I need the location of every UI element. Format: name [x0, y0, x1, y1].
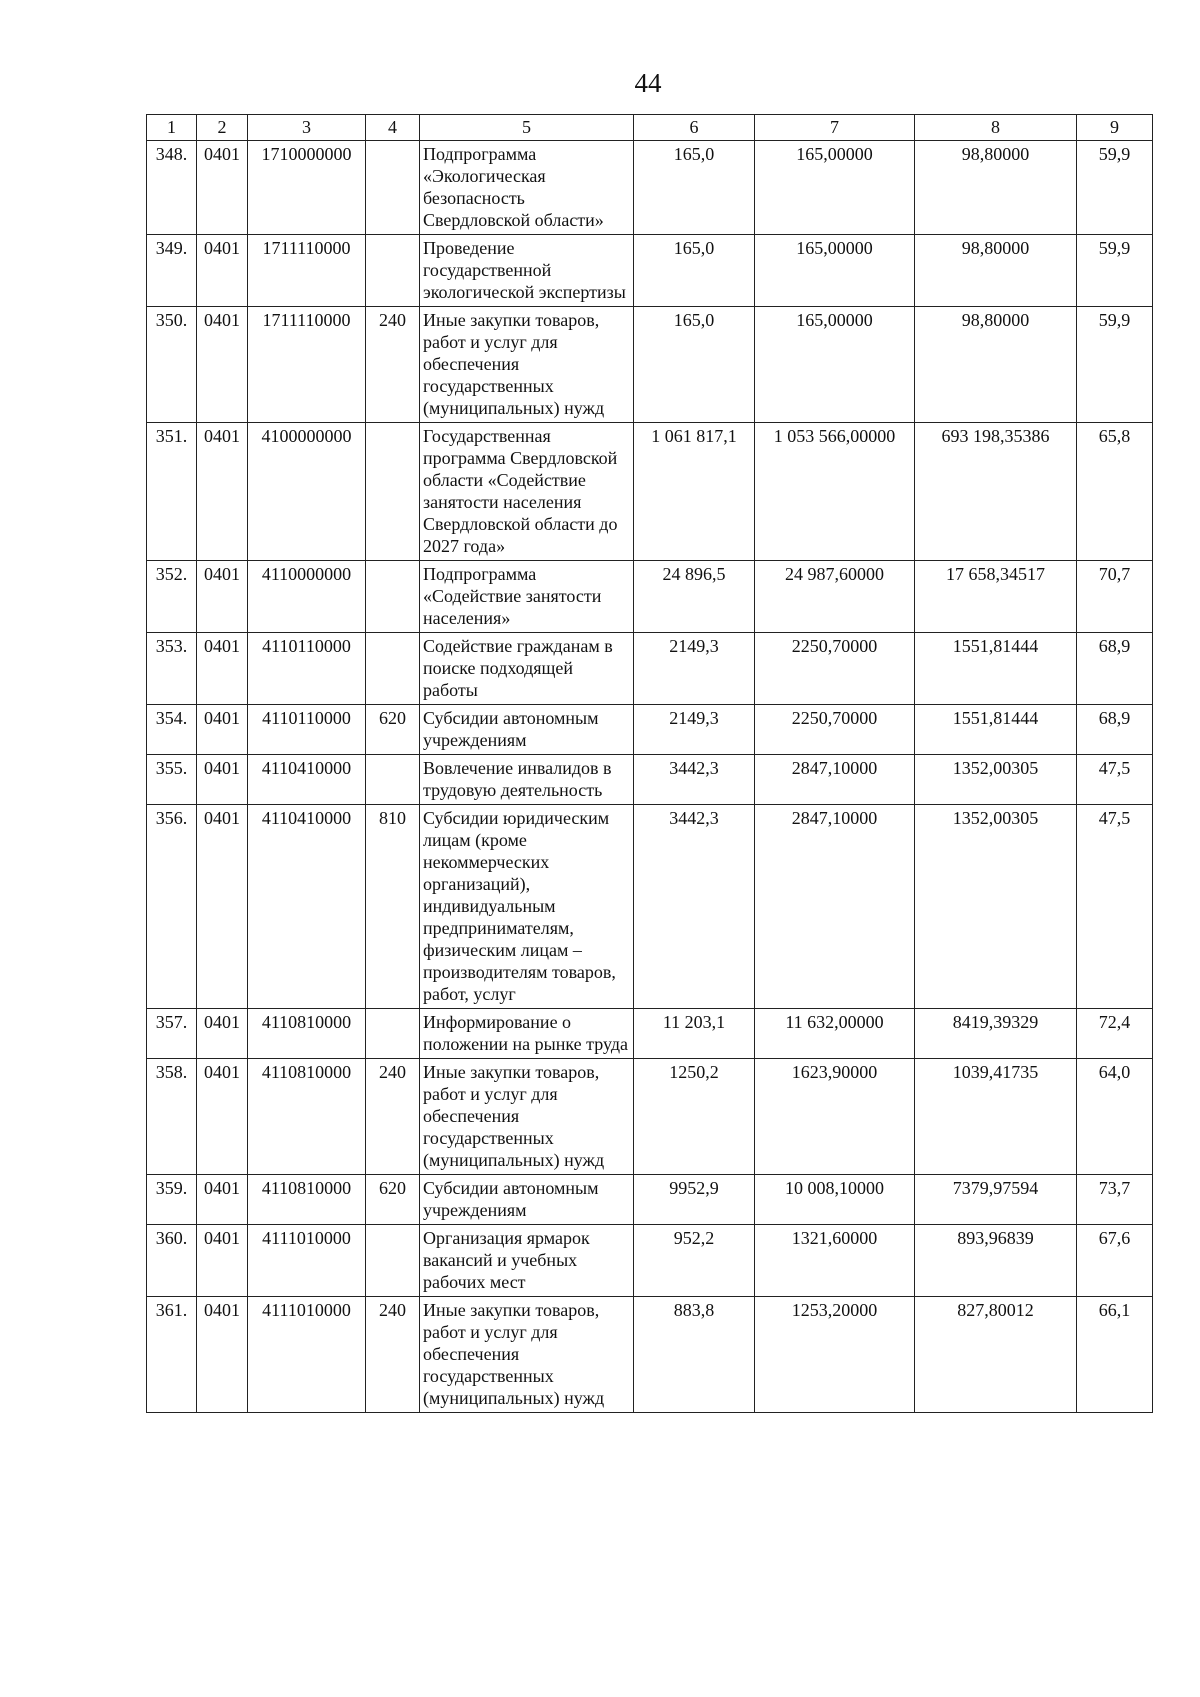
col6-value-cell: 952,2	[634, 1225, 755, 1297]
item-name-cell: Иные закупки товаров, работ и услуг для обеспечения государственных (муниципальных) нужд	[420, 307, 634, 423]
expense-type-cell	[366, 423, 420, 561]
expense-type-cell	[366, 561, 420, 633]
header-cell: 8	[915, 115, 1077, 141]
col7-value-cell: 1 053 566,00000	[755, 423, 915, 561]
row-number-cell: 353.	[147, 633, 197, 705]
row-number-cell: 352.	[147, 561, 197, 633]
col9-value-cell: 68,9	[1077, 705, 1153, 755]
col7-value-cell: 11 632,00000	[755, 1009, 915, 1059]
target-code-cell: 4110810000	[248, 1059, 366, 1175]
section-code-cell: 0401	[197, 307, 248, 423]
table-row	[147, 423, 1153, 561]
col8-value-cell: 7379,97594	[915, 1175, 1077, 1225]
expense-type-cell	[366, 235, 420, 307]
target-code-cell: 4110410000	[248, 755, 366, 805]
col9-value-cell: 66,1	[1077, 1297, 1153, 1413]
col6-value-cell: 3442,3	[634, 805, 755, 1009]
table-row	[147, 561, 1153, 633]
col8-value-cell: 8419,39329	[915, 1009, 1077, 1059]
expense-type-cell: 240	[366, 307, 420, 423]
item-name-cell: Информирование о положении на рынке труда	[420, 1009, 634, 1059]
header-cell: 9	[1077, 115, 1153, 141]
budget-table	[146, 114, 1153, 1413]
col8-value-cell: 1039,41735	[915, 1059, 1077, 1175]
item-name-cell: Субсидии автономным учреждениям	[420, 1175, 634, 1225]
section-code-cell: 0401	[197, 423, 248, 561]
table-row	[147, 1175, 1153, 1225]
target-code-cell: 1711110000	[248, 235, 366, 307]
item-name-cell: Вовлечение инвалидов в трудовую деятельность	[420, 755, 634, 805]
col7-value-cell: 165,00000	[755, 307, 915, 423]
header-cell: 1	[147, 115, 197, 141]
section-code-cell: 0401	[197, 561, 248, 633]
section-code-cell: 0401	[197, 755, 248, 805]
expense-type-cell	[366, 141, 420, 235]
expense-type-cell: 620	[366, 1175, 420, 1225]
col8-value-cell: 17 658,34517	[915, 561, 1077, 633]
target-code-cell: 4110810000	[248, 1009, 366, 1059]
target-code-cell: 4110110000	[248, 633, 366, 705]
target-code-cell: 4111010000	[248, 1297, 366, 1413]
section-code-cell: 0401	[197, 705, 248, 755]
row-number-cell: 361.	[147, 1297, 197, 1413]
col8-value-cell: 1352,00305	[915, 805, 1077, 1009]
expense-type-cell	[366, 1225, 420, 1297]
row-number-cell: 356.	[147, 805, 197, 1009]
col7-value-cell: 24 987,60000	[755, 561, 915, 633]
col7-value-cell: 165,00000	[755, 141, 915, 235]
item-name-cell: Подпрограмма «Содействие занятости населения»	[420, 561, 634, 633]
row-number-cell: 359.	[147, 1175, 197, 1225]
col9-value-cell: 73,7	[1077, 1175, 1153, 1225]
col7-value-cell: 10 008,10000	[755, 1175, 915, 1225]
section-code-cell: 0401	[197, 1009, 248, 1059]
col6-value-cell: 1250,2	[634, 1059, 755, 1175]
target-code-cell: 4110000000	[248, 561, 366, 633]
col9-value-cell: 47,5	[1077, 805, 1153, 1009]
item-name-cell: Подпрограмма «Экологическая безопасность Свердловской области»	[420, 141, 634, 235]
col6-value-cell: 24 896,5	[634, 561, 755, 633]
table-row	[147, 633, 1153, 705]
col6-value-cell: 11 203,1	[634, 1009, 755, 1059]
item-name-cell: Иные закупки товаров, работ и услуг для обеспечения государственных (муниципальных) нужд	[420, 1297, 634, 1413]
header-cell: 6	[634, 115, 755, 141]
item-name-cell: Содействие гражданам в поиске подходящей работы	[420, 633, 634, 705]
col9-value-cell: 47,5	[1077, 755, 1153, 805]
expense-type-cell	[366, 755, 420, 805]
col8-value-cell: 1551,81444	[915, 705, 1077, 755]
section-code-cell: 0401	[197, 1059, 248, 1175]
table-row	[147, 141, 1153, 235]
target-code-cell: 1710000000	[248, 141, 366, 235]
item-name-cell: Проведение государственной экологической экспертизы	[420, 235, 634, 307]
target-code-cell: 1711110000	[248, 307, 366, 423]
row-number-cell: 354.	[147, 705, 197, 755]
col9-value-cell: 64,0	[1077, 1059, 1153, 1175]
target-code-cell: 4111010000	[248, 1225, 366, 1297]
col8-value-cell: 98,80000	[915, 235, 1077, 307]
target-code-cell: 4110110000	[248, 705, 366, 755]
row-number-cell: 349.	[147, 235, 197, 307]
header-cell: 3	[248, 115, 366, 141]
col6-value-cell: 9952,9	[634, 1175, 755, 1225]
row-number-cell: 348.	[147, 141, 197, 235]
row-number-cell: 360.	[147, 1225, 197, 1297]
target-code-cell: 4100000000	[248, 423, 366, 561]
col9-value-cell: 67,6	[1077, 1225, 1153, 1297]
col9-value-cell: 65,8	[1077, 423, 1153, 561]
table-row	[147, 755, 1153, 805]
col8-value-cell: 1352,00305	[915, 755, 1077, 805]
col8-value-cell: 693 198,35386	[915, 423, 1077, 561]
item-name-cell: Иные закупки товаров, работ и услуг для обеспечения государственных (муниципальных) нужд	[420, 1059, 634, 1175]
col6-value-cell: 2149,3	[634, 633, 755, 705]
target-code-cell: 4110410000	[248, 805, 366, 1009]
header-cell: 4	[366, 115, 420, 141]
section-code-cell: 0401	[197, 1175, 248, 1225]
expense-type-cell: 620	[366, 705, 420, 755]
col6-value-cell: 1 061 817,1	[634, 423, 755, 561]
col6-value-cell: 3442,3	[634, 755, 755, 805]
table-row	[147, 307, 1153, 423]
expense-type-cell: 240	[366, 1297, 420, 1413]
expense-type-cell: 240	[366, 1059, 420, 1175]
item-name-cell: Субсидии юридическим лицам (кроме некоммерческих организаций), индивидуальным предпринимателям, физическим лицам – производителям товаров, работ, услуг	[420, 805, 634, 1009]
table-row	[147, 1297, 1153, 1413]
header-row	[147, 115, 1153, 141]
row-number-cell: 357.	[147, 1009, 197, 1059]
col9-value-cell: 59,9	[1077, 307, 1153, 423]
section-code-cell: 0401	[197, 805, 248, 1009]
expense-type-cell: 810	[366, 805, 420, 1009]
col6-value-cell: 883,8	[634, 1297, 755, 1413]
table-row	[147, 1225, 1153, 1297]
col6-value-cell: 165,0	[634, 235, 755, 307]
col9-value-cell: 70,7	[1077, 561, 1153, 633]
col6-value-cell: 2149,3	[634, 705, 755, 755]
col8-value-cell: 98,80000	[915, 141, 1077, 235]
col7-value-cell: 2847,10000	[755, 805, 915, 1009]
col6-value-cell: 165,0	[634, 141, 755, 235]
row-number-cell: 358.	[147, 1059, 197, 1175]
item-name-cell: Субсидии автономным учреждениям	[420, 705, 634, 755]
row-number-cell: 355.	[147, 755, 197, 805]
col8-value-cell: 1551,81444	[915, 633, 1077, 705]
section-code-cell: 0401	[197, 235, 248, 307]
col8-value-cell: 98,80000	[915, 307, 1077, 423]
expense-type-cell	[366, 1009, 420, 1059]
table-row	[147, 235, 1153, 307]
col7-value-cell: 2847,10000	[755, 755, 915, 805]
col9-value-cell: 68,9	[1077, 633, 1153, 705]
table-row	[147, 705, 1153, 755]
expense-type-cell	[366, 633, 420, 705]
row-number-cell: 351.	[147, 423, 197, 561]
col7-value-cell: 1253,20000	[755, 1297, 915, 1413]
col7-value-cell: 2250,70000	[755, 705, 915, 755]
item-name-cell: Государственная программа Свердловской области «Содействие занятости населения Свердловской области до 2027 года»	[420, 423, 634, 561]
table-row	[147, 805, 1153, 1009]
col8-value-cell: 827,80012	[915, 1297, 1077, 1413]
col6-value-cell: 165,0	[634, 307, 755, 423]
col9-value-cell: 72,4	[1077, 1009, 1153, 1059]
row-number-cell: 350.	[147, 307, 197, 423]
section-code-cell: 0401	[197, 1297, 248, 1413]
section-code-cell: 0401	[197, 141, 248, 235]
target-code-cell: 4110810000	[248, 1175, 366, 1225]
table-row	[147, 1059, 1153, 1175]
section-code-cell: 0401	[197, 1225, 248, 1297]
header-cell: 5	[420, 115, 634, 141]
col7-value-cell: 1321,60000	[755, 1225, 915, 1297]
col7-value-cell: 1623,90000	[755, 1059, 915, 1175]
header-cell: 7	[755, 115, 915, 141]
table-row	[147, 1009, 1153, 1059]
col7-value-cell: 2250,70000	[755, 633, 915, 705]
page-number: 44	[634, 68, 662, 98]
table-body	[147, 141, 1153, 1413]
col9-value-cell: 59,9	[1077, 235, 1153, 307]
col7-value-cell: 165,00000	[755, 235, 915, 307]
item-name-cell: Организация ярмарок вакансий и учебных рабочих мест	[420, 1225, 634, 1297]
col9-value-cell: 59,9	[1077, 141, 1153, 235]
header-cell: 2	[197, 115, 248, 141]
col8-value-cell: 893,96839	[915, 1225, 1077, 1297]
section-code-cell: 0401	[197, 633, 248, 705]
